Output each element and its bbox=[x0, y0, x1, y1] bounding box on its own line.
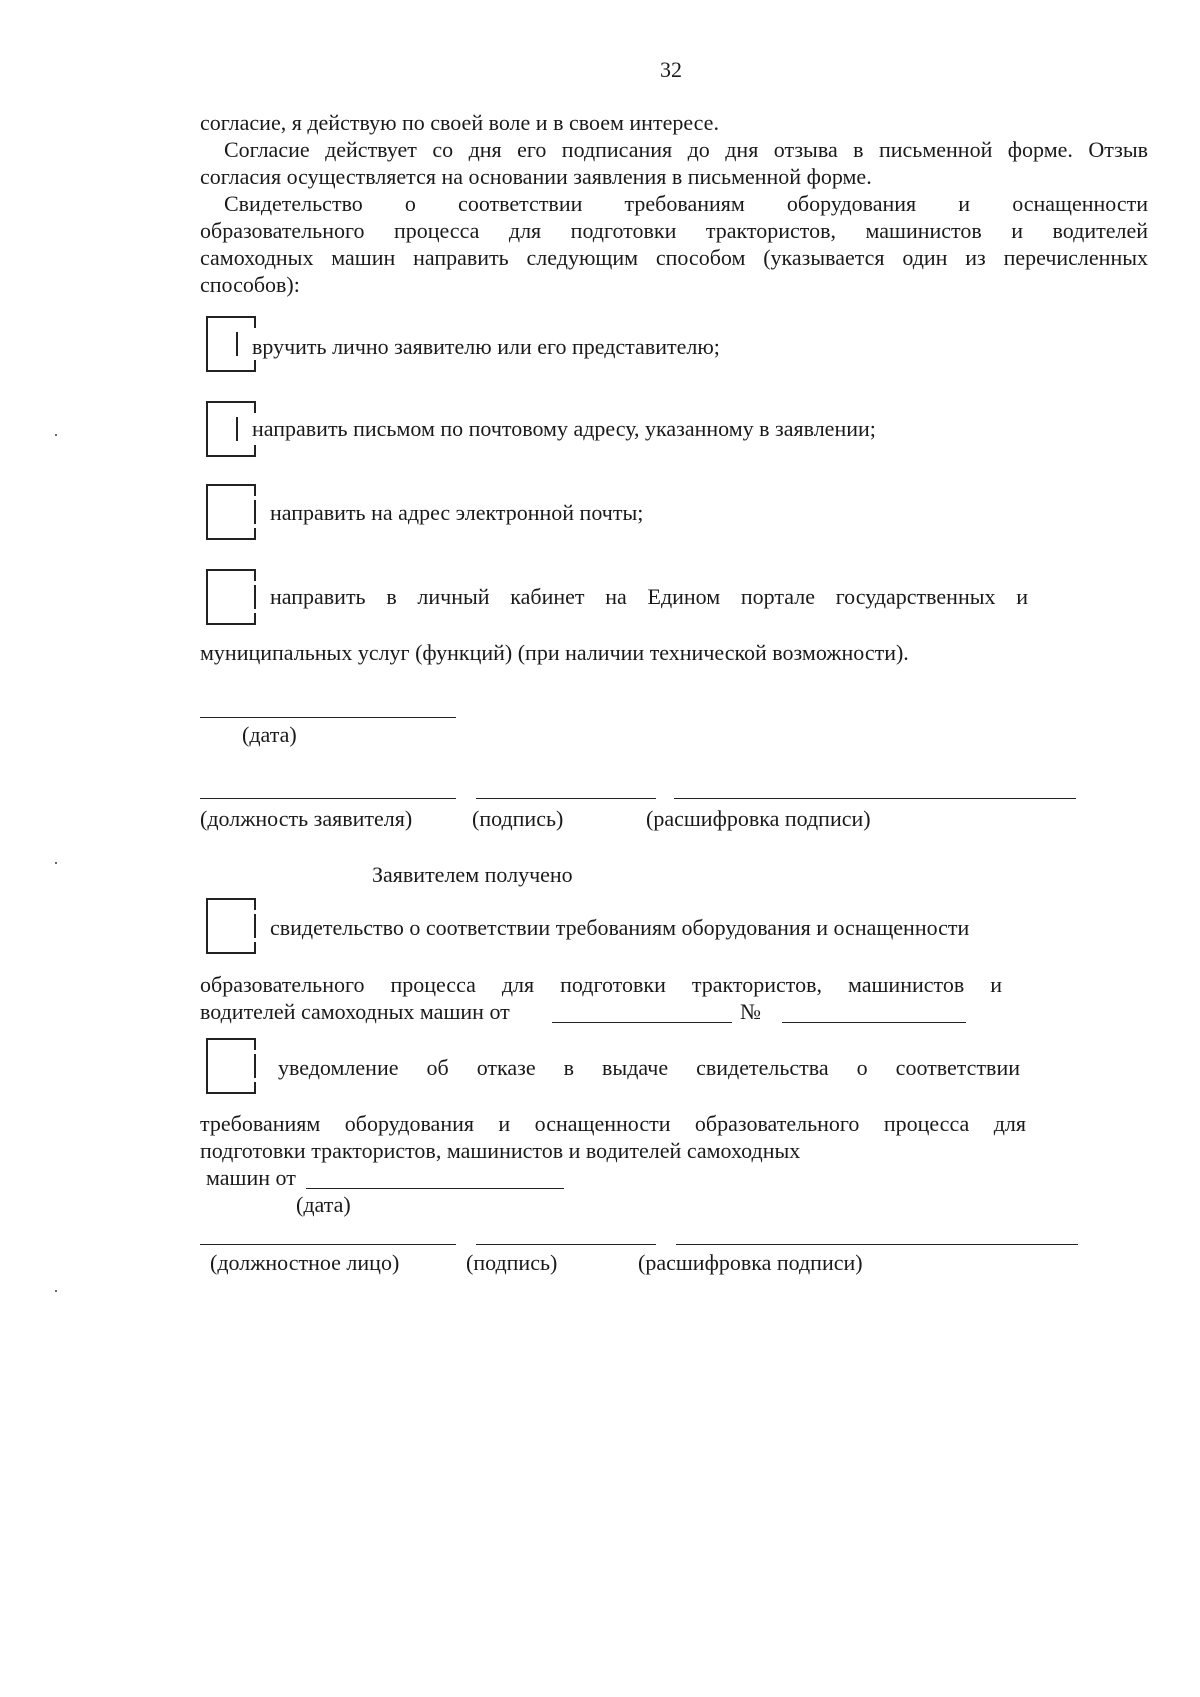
option-hand-deliver-label: вручить лично заявителю или его представителю; bbox=[252, 334, 720, 359]
certificate-number-line[interactable] bbox=[782, 1022, 966, 1023]
decoding-label-2: (расшифровка подписи) bbox=[638, 1250, 863, 1275]
signature-line-2[interactable] bbox=[476, 1244, 656, 1245]
received-refusal-line2: требованиям оборудования и оснащенности образовательного процесса для bbox=[200, 1111, 1026, 1136]
paragraph-certificate-line1: Свидетельство о соответствии требованиям оборудования и оснащенности bbox=[224, 191, 1148, 216]
received-certificate-line2: образовательного процесса для подготовки трактористов, машинистов и bbox=[200, 972, 1002, 997]
checkbox-received-refusal[interactable] bbox=[206, 1038, 256, 1094]
certificate-number-sign: № bbox=[740, 999, 761, 1024]
received-heading: Заявителем получено bbox=[372, 862, 573, 887]
position-line-1[interactable] bbox=[200, 798, 456, 799]
paragraph-consent-validity-line2: согласия осуществляется на основании заявления в письменной форме. bbox=[200, 164, 872, 189]
decoding-line-1[interactable] bbox=[674, 798, 1076, 799]
position-label-2: (должностное лицо) bbox=[210, 1250, 400, 1275]
scan-speck bbox=[55, 1290, 57, 1292]
option-email-label: направить на адрес электронной почты; bbox=[270, 500, 644, 525]
scan-speck bbox=[55, 434, 57, 436]
page-number: 32 bbox=[660, 57, 682, 82]
paragraph-certificate-line3: самоходных машин направить следующим способом (указывается один из перечисленных bbox=[200, 245, 1148, 270]
decoding-label-1: (расшифровка подписи) bbox=[646, 806, 871, 831]
paragraph-certificate-line4: способов): bbox=[200, 272, 300, 297]
date-line-1[interactable] bbox=[200, 717, 456, 718]
paragraph-certificate-line2: образовательного процесса для подготовки трактористов, машинистов и водителей bbox=[200, 218, 1148, 243]
paragraph-consent-end: согласие, я действую по своей воле и в своем интересе. bbox=[200, 110, 719, 135]
received-refusal-line1: уведомление об отказе в выдаче свидетельства о соответствии bbox=[278, 1055, 1020, 1080]
scan-speck bbox=[55, 862, 57, 864]
refusal-date-line[interactable] bbox=[306, 1188, 564, 1189]
checkbox-received-certificate[interactable] bbox=[206, 898, 256, 954]
signature-label-1: (подпись) bbox=[472, 806, 564, 831]
received-refusal-line4-prefix: машин от bbox=[206, 1165, 296, 1190]
checkbox-hand-deliver[interactable] bbox=[206, 316, 256, 372]
received-certificate-line1: свидетельство о соответствии требованиям оборудования и оснащенности bbox=[270, 915, 970, 940]
checkbox-email[interactable] bbox=[206, 484, 256, 540]
received-refusal-line3: подготовки трактористов, машинистов и водителей самоходных bbox=[200, 1138, 801, 1163]
date-label-1: (дата) bbox=[242, 722, 297, 747]
checkbox-portal[interactable] bbox=[206, 569, 256, 625]
option-portal-continuation: муниципальных услуг (функций) (при наличии технической возможности). bbox=[200, 640, 909, 665]
paragraph-consent-validity-line1: Согласие действует со дня его подписания до дня отзыва в письменной форме. Отзыв bbox=[224, 137, 1148, 162]
certificate-date-line[interactable] bbox=[552, 1022, 732, 1023]
option-mail-label: направить письмом по почтовому адресу, указанному в заявлении; bbox=[252, 416, 876, 441]
position-line-2[interactable] bbox=[200, 1244, 456, 1245]
position-label-1: (должность заявителя) bbox=[200, 806, 413, 831]
date-label-2: (дата) bbox=[296, 1192, 351, 1217]
signature-label-2: (подпись) bbox=[466, 1250, 558, 1275]
signature-line-1[interactable] bbox=[476, 798, 656, 799]
checkbox-mail[interactable] bbox=[206, 401, 256, 457]
decoding-line-2[interactable] bbox=[676, 1244, 1078, 1245]
received-certificate-line3-prefix: водителей самоходных машин от bbox=[200, 999, 510, 1024]
option-portal-label: направить в личный кабинет на Едином портале государственных и bbox=[270, 584, 1028, 609]
